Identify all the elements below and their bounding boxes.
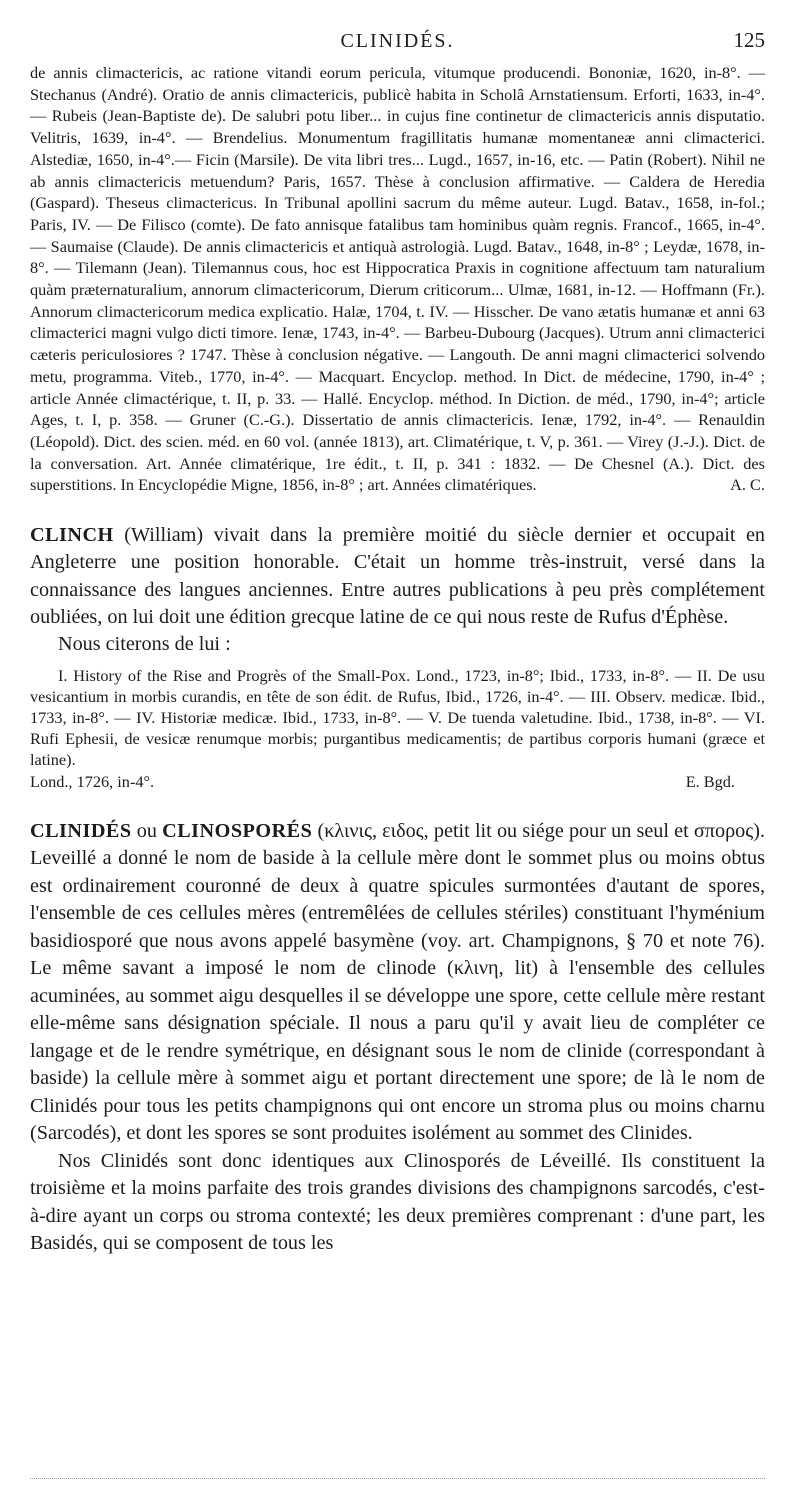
clinides-para2: Nos Clinidés sont donc identiques aux Clinosporés de Léveillé. Ils constituent la troisième et la moins parfaite des trois grandes divisions des champignons sarcodés, c'est-à-dire ayant un corps ou stroma contexté; les deux premières comprenant : d'une part, les Basidés, qui se composent de tous les [30, 1149, 765, 1255]
clinch-works-last: Lond., 1726, in-4°. [30, 771, 155, 791]
bibliography-text: de annis climactericis, ac ratione vitandi eorum pericula, vitumque producendi. Bononiæ, 1620, in-8°. — Stechanus (André). Oratio de annis climactericis, publicè habita in Scholâ Arnstatiensum. Erforti, 1633, in-4°. — Rubeis (Jean-Baptiste de). De salubri potu liber... in cujus fine continetur de climactericis annis disputatio. Velitris, 1639, in-4°. — Brendelius. Monumentum fragillitatis humanæ momentaneæ anni climacterici. Alstediæ, 1650, in-4°.— Ficin (Marsile). De vita libri tres... Lugd., 1657, in-16, etc. — Patin (Robert). Nihil ne ab annis climactericis metuendum? Paris, 1657. Thèse à conclusion affirmative. — Caldera de Heredia (Gaspard). Theseus climactericus. In Tribunal apollini sacrum du même auteur. Lugd. Batav., 1658, in-fol.; Paris, IV. — De Filisco (comte). De fato annisque fatalibus tam hominibus quàm regnis. Francof., 1665, in-4°. — Saumaise (Claude). De annis climactericis et antiquà astrologià. Lugd. Batav., 1648, in-8° ; Leydæ, 1678, in-8°. — Tilemann (Jean). Tilemannus cous, hoc est Hippocratica Praxis in cognitione affectuum tam naturalium quàm præternaturalium, annorum climactericorum, Dierum criticorum... Ulmæ, 1681, in-12. — Hoffmann (Fr.). Annorum climactericorum medica explicatio. Halæ, 1704, t. IV. — Hisscher. De vano ætatis humanæ et anni 63 climacterici magni vulgo dicti timore. Ienæ, 1743, in-4°. — Barbeu-Dubourg (Jacques). Utrum anni climacterici cæteris periculosiores ? 1747. Thèse à conclusion négative. — Langouth. De anni magni climacterici solvendo metu, programma. Viteb., 1770, in-4°. — Macquart. Encyclop. method. In Dict. de médecine, 1790, in-4° ; article Année climactérique, t. II, p. 33. — Hallé. Encyclop. méthod. In Diction. de méd., 1790, in-4°; article Ages, t. I, p. 358. — Gruner (C.-G.). Dissertatio de annis climactericis. Ienæ, 1792, in-4°. — Renauldin (Léopold). Dict. des scien. méd. en 60 vol. (année 1813), art. Climatérique, t. V, p. 361. — Virey (J.-J.). Dict. de la conversation. Art. Année climatérique, 1re édit., t. II, p. 341 : 1832. — De Chesnel (A.). Dict. des superstitions. In Encyclopédie Migne, 1856, in-8° ; art. Années climatériques. [30, 63, 765, 495]
clinch-intro: Nous citerons de lui : [58, 633, 231, 656]
page-number: 125 [733, 28, 765, 52]
article-clinch [30, 522, 765, 631]
author-signature-bgd: E. Bgd. [685, 771, 735, 791]
running-header [30, 0, 765, 62]
head-word-clinospores: CLINOSPORÉS [162, 819, 313, 842]
page [30, 0, 765, 1258]
clinch-works-list: I. History of the Rise and Progrès of the Small-Pox. Lond., 1723, in-8°; Ibid., 1733, in-8°. — II. De usu vesicantium in morbis curandis, en tête de son édit. de Rufus, Ibid., 1726, in-4°. — III. Observ. medicæ. Ibid., 1733, in-8°. — IV. Historiæ medicæ. Ibid., 1733, in-8°. — V. De tuenda valetudine. Ibid., 1738, in-8°. — VI. Rufi Ephesii, de vesicæ renumque morbis; purgantibus medicamentis; de partibus corporis humani (græce et latine). [30, 665, 765, 770]
running-title: CLINIDÉS. [340, 30, 455, 52]
clinides-para1: (κλινις, ειδος, petit lit ou siége pour un seul et σπορος). Leveillé a donné le nom de baside à la cellule mère dont le sommet plus ou moins obtus est ordinairement couronné de deux à quatre spicules surmontées d'autant de spores, l'ensemble de ces cellules mères (entremêlées de cellules stériles) constituant l'hyménium basidiosporé que nous avons appelé basymène (voy. art. Champignons, § 70 et note 76). Le même savant a imposé le nom de clinode (κλινη, lit) à l'ensemble des cellules acuminées, au sommet aigu desquelles il se développe une spore, cette cellule mère restant elle-même sans désignation spéciale. Il nous a paru qu'il y avait lieu de compléter ce langage et de le rendre symétrique, en désignant sous le nom de clinide (correspondant à baside) la cellule mère à sommet aigu et portant directement une spore; de là le nom de Clinidés pour tous les petits champignons qui ont encore un stroma plus ou moins charnu (Sarcodés), et dont les spores se sont produites isolément au sommet des Clinides. [30, 819, 766, 1145]
clinch-text: vivait dans la première moitié du siècle dernier et occupait en Angleterre une position honorable. C'était un homme très-instruit, versé dans la connaissance des langues anciennes. Entre autres publications à peu près complétement oubliées, on lui doit une édition grecque latine de ce qui nous reste de Rufus d'Éphèse. [30, 524, 766, 628]
article-clinides [30, 818, 765, 1148]
head-word-clinides: CLINIDÉS [30, 819, 132, 842]
clinides-connector: ou [136, 819, 157, 842]
head-word-clinch: CLINCH [30, 524, 114, 547]
footer-rule [30, 1478, 765, 1479]
clinch-works-end [30, 771, 765, 792]
clinch-works [30, 665, 765, 792]
bibliography-continued [30, 62, 765, 496]
author-signature-ac: A. C. [730, 475, 765, 495]
clinch-first-name: (William) [124, 524, 204, 547]
